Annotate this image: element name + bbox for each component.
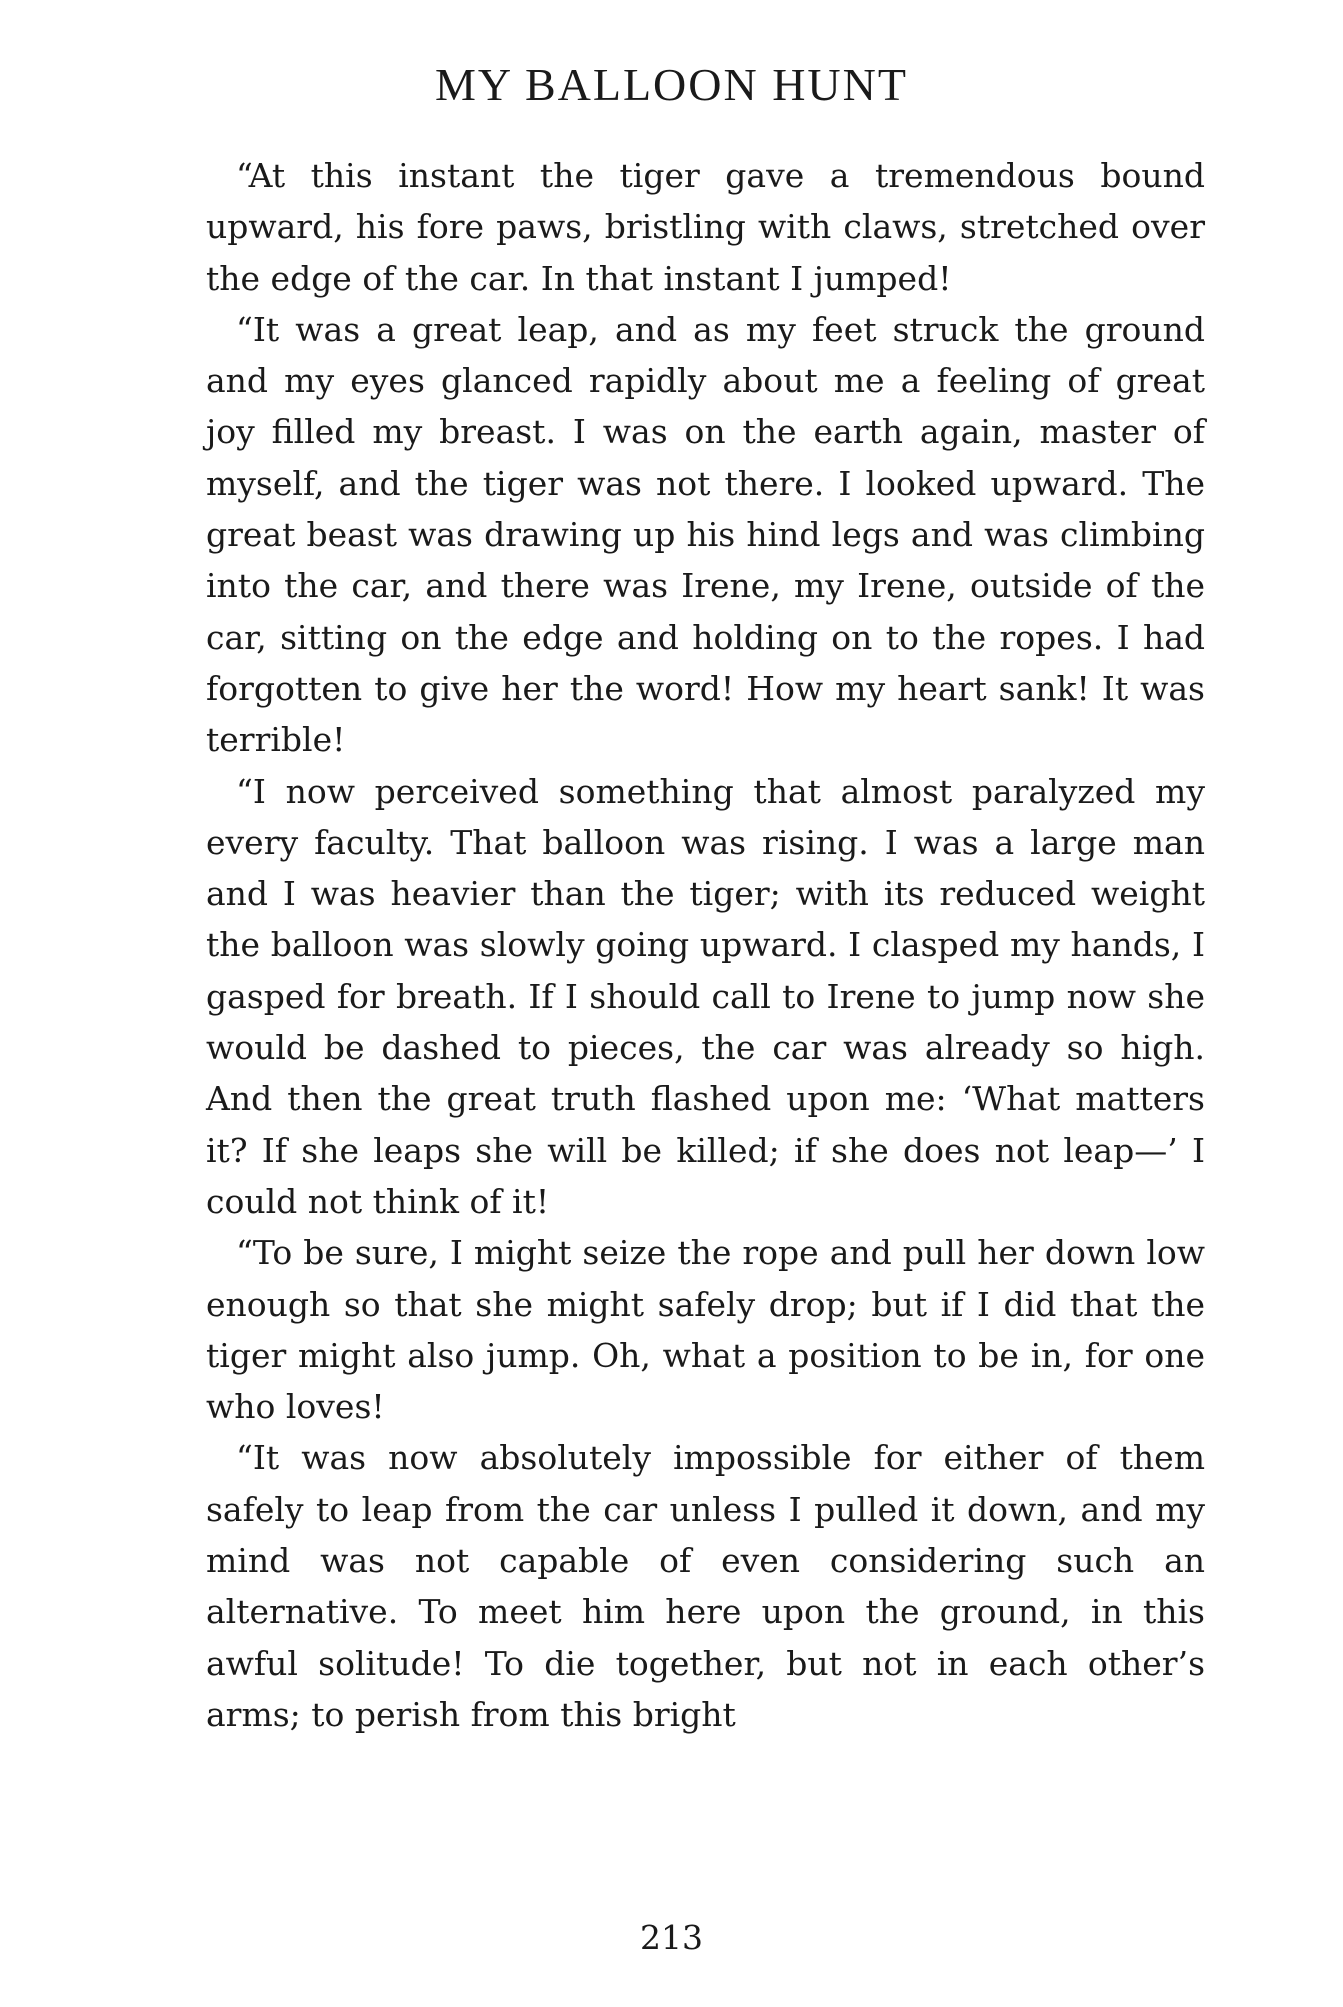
paragraph: “To be sure, I might seize the rope and pull her down low enough so that she might safely drop; but if I did that the tiger might also jump. Oh, what a position to be in, for one who loves! bbox=[206, 1233, 1205, 1427]
paragraph: “It was a great leap, and as my feet struck the ground and my eyes glanced rapidly about me a feeling of great joy filled my breast. I was on the earth again, master of myself, and the tiger was not there. I looked upward. The great beast was drawing up his hind legs and was climbing into the car, and there was Irene, my Irene, outside of the car, sitting on the edge and holding on to the ropes. I had forgotten to give her the word! How my heart sank! It was terrible! bbox=[206, 309, 1205, 760]
page-number: 213 bbox=[640, 1918, 703, 1957]
paragraph: “It was now absolutely impossible for either of them safely to leap from the car unless I pulled it down, and my mind was not capable of even considering such an alternative. To meet him here upon the ground, in this awful solitude! To die together, but not in each other’s arms; to perish from this bright bbox=[206, 1438, 1205, 1734]
paragraph: “At this instant the tiger gave a tremendous bound upward, his fore paws, bristling with claws, stretched over the edge of the car. In that instant I jumped! bbox=[206, 156, 1205, 298]
running-head: MY BALLOON HUNT bbox=[435, 59, 908, 110]
body-text bbox=[206, 150, 1205, 1740]
paragraph: “I now perceived something that almost paralyzed my every faculty. That balloon was rising. I was a large man and I was heavier than the tiger; with its reduced weight the balloon was slowly going upward. I clasped my hands, I gasped for breath. If I should call to Irene to jump now she would be dashed to pieces, the car was already so high. And then the great truth flashed upon me: ‘What matters it? If she leaps she will be killed; if she does not leap—’ I could not think of it! bbox=[206, 771, 1205, 1221]
